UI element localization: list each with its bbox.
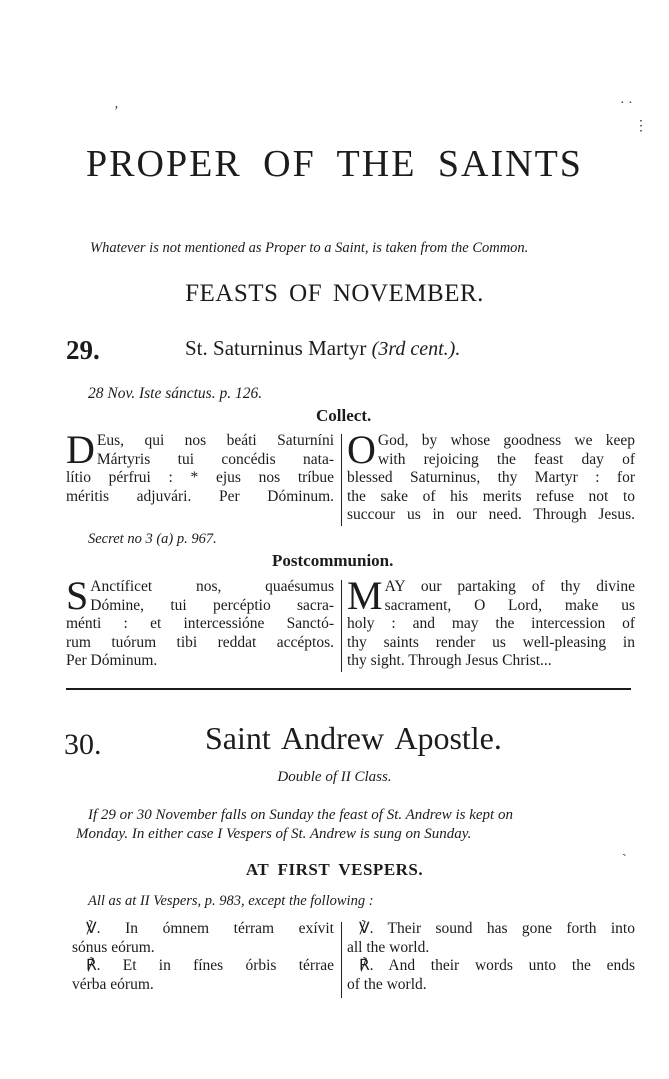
text-line: lítio pérfrui : * ejus nos tríbue (66, 469, 334, 486)
collect-english (347, 427, 635, 525)
text-line: holy : and may the intercession of (347, 615, 635, 632)
text-line: Per Dóminum. (66, 652, 158, 669)
column-divider (341, 580, 342, 672)
text-line: sacrament, O Lord, make us (384, 596, 635, 614)
postcommunion-latin (66, 573, 334, 671)
feast-number: 30. (64, 728, 102, 761)
versicle-latin (72, 920, 334, 994)
collect-latin (66, 427, 334, 506)
secret-reference: Secret no 3 (a) p. 967. (88, 531, 217, 547)
feast-rubric (76, 806, 636, 844)
text-line: succour us in our need. Through Jesus. (347, 506, 635, 523)
page-title: PROPER OF THE SAINTS (86, 143, 583, 185)
feast-rank: Double of II Class. (277, 769, 392, 785)
text-line: Dómine, tui percéptio sacra- (90, 596, 334, 614)
text-line: ℟. And their words unto the ends (359, 957, 635, 974)
text-line: AY our partaking of thy divine (384, 578, 635, 595)
feast-name: St. Saturninus Martyr (185, 336, 367, 360)
text-line: thy sight. Through Jesus Christ... (347, 652, 552, 669)
feast-title (185, 336, 460, 361)
text-line: Eus, qui nos beáti Saturníni (96, 432, 334, 449)
text-line: If 29 or 30 November falls on Sunday the feast of St. Andrew is kept on (88, 807, 513, 823)
dropcap: O (347, 427, 376, 472)
stray-dots: · · (620, 96, 633, 111)
feast-number: 29. (66, 335, 100, 365)
column-divider (341, 922, 342, 998)
text-line: ℣. Their sound has gone forth into (359, 920, 635, 937)
text-line: sónus eórum. (72, 938, 155, 956)
versicle-english (347, 920, 635, 994)
text-line: blessed Saturninus, thy Martyr : for (347, 469, 635, 486)
text-line: Anctíficet nos, quaésumus (90, 578, 334, 595)
column-divider (341, 434, 342, 526)
text-line: Mártyris tui concédis nata- (96, 450, 334, 468)
section-rule (66, 688, 631, 690)
common-notice: Whatever is not mentioned as Proper to a Saint, is taken from the Common. (90, 240, 529, 256)
text-line: rum tuórum tibi reddat accéptos. (66, 633, 334, 651)
text-line: the sake of his merits refuse not to (347, 487, 635, 505)
postcommunion-english (347, 573, 635, 671)
collect-heading: Collect. (316, 406, 372, 425)
postcommunion-heading: Postcommunion. (272, 551, 394, 570)
feast-reference: 28 Nov. Iste sánctus. p. 126. (88, 385, 263, 402)
dropcap: S (66, 573, 89, 618)
text-line: thy saints render us well-pleasing in (347, 633, 635, 651)
feast-century: (3rd cent.). (371, 338, 461, 360)
vespers-rubric: All as at II Vespers, p. 983, except the following : (88, 893, 374, 909)
stray-mark: ʼ (114, 104, 119, 119)
section-heading: FEASTS OF NOVEMBER. (185, 280, 484, 307)
vespers-heading: AT FIRST VESPERS. (245, 860, 424, 879)
text-line: ménti : et intercessióne Sanctó- (66, 615, 334, 632)
text-line: all the world. (347, 938, 430, 956)
text-line: ℣. In ómnem térram exívit (86, 920, 334, 937)
text-line: Monday. In either case I Vespers of St. Andrew is sung on Sunday. (76, 826, 472, 842)
stray-mark: ˎ (622, 842, 627, 857)
text-line: ℟. Et in fínes órbis térrae (86, 957, 334, 974)
text-line: méritis adjuvári. Per Dóminum. (66, 487, 334, 505)
feast-title: Saint Andrew Apostle. (205, 720, 502, 756)
text-line: of the world. (347, 975, 427, 993)
stray-dots-2: ⋮ (634, 119, 648, 134)
text-line: God, by whose goodness we keep (377, 432, 635, 449)
dropcap: M (347, 573, 383, 618)
dropcap: D (66, 427, 95, 472)
text-line: vérba eórum. (72, 975, 154, 993)
text-line: with rejoicing the feast day of (377, 450, 635, 468)
